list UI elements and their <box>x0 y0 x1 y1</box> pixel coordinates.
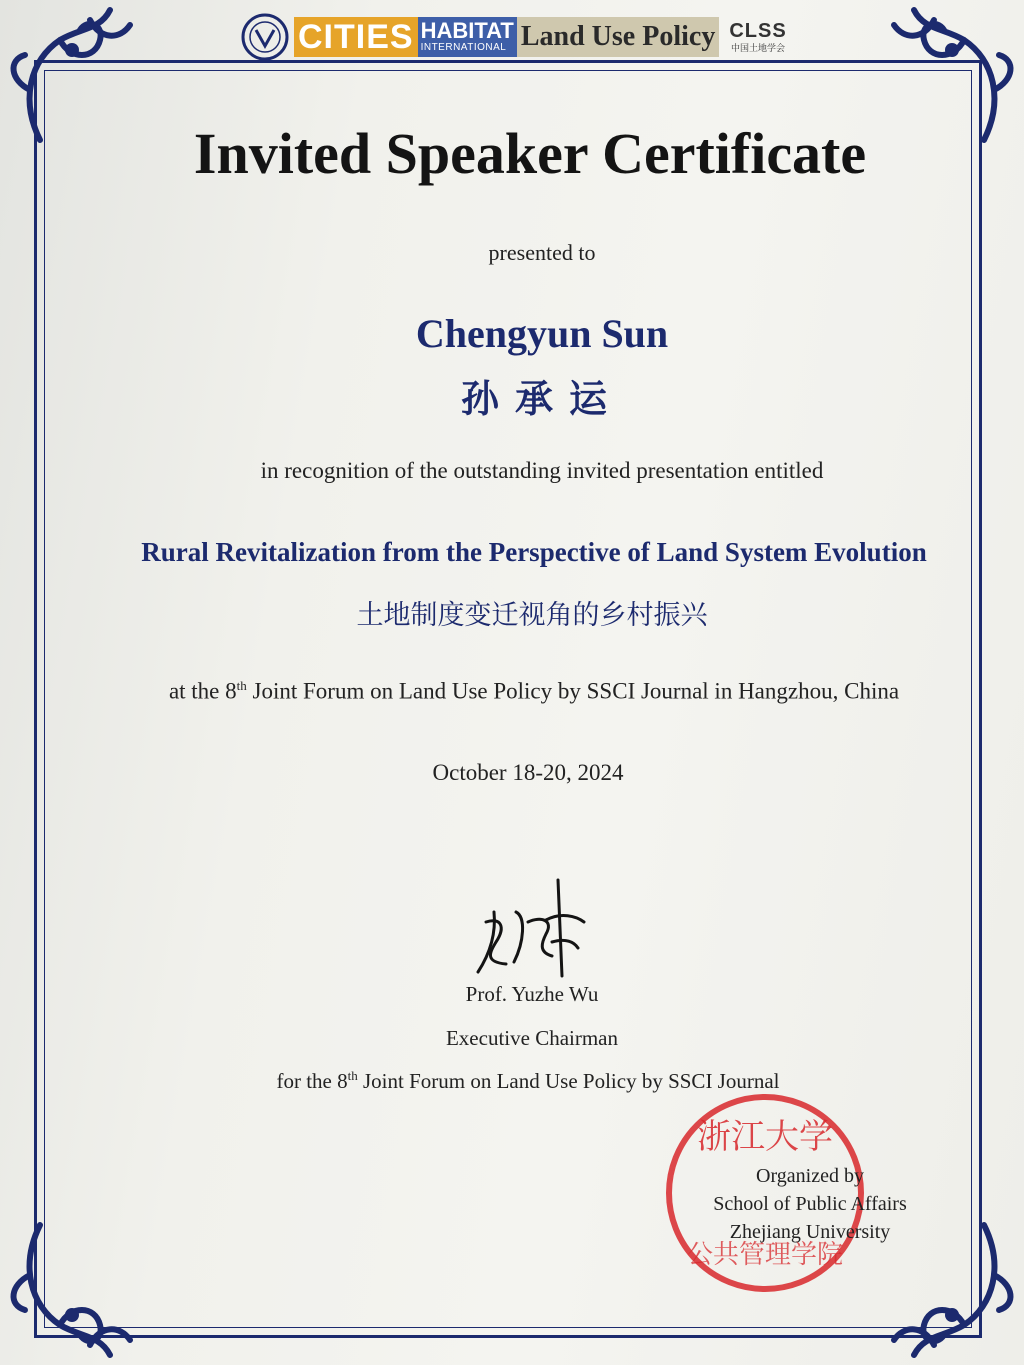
clss-logo-bottom: 中国土地学会 <box>730 43 785 53</box>
clss-logo-top: CLSS <box>729 20 787 42</box>
organizer-block <box>660 1162 960 1246</box>
presented-to-label: presented to <box>488 240 596 265</box>
recipient-name-english: Chengyun Sun <box>415 311 669 356</box>
signer-forum-suffix: Joint Forum on Land Use Policy by SSCI Journal <box>357 1069 780 1093</box>
zhejiang-university-logo <box>240 12 290 62</box>
habitat-logo-top: HABITAT <box>420 18 514 43</box>
signer-role: Executive Chairman <box>445 1026 619 1050</box>
recognition-text: in recognition of the outstanding invited presentation entitled <box>260 458 824 483</box>
habitat-logo-bottom: INTERNATIONAL <box>420 42 507 53</box>
organizer-line-1: Organized by <box>756 1165 864 1187</box>
forum-suffix: Joint Forum on Land Use Policy by SSCI Journal in Hangzhou, China <box>246 678 900 704</box>
habitat-international-logo <box>418 17 517 57</box>
land-use-policy-logo: Land Use Policy <box>517 17 719 57</box>
signer-forum-line <box>16 1068 1024 1094</box>
organizer-line-2: School of Public Affairs <box>713 1193 907 1215</box>
sponsor-logos <box>240 12 787 62</box>
recipient-name-chinese: 孙承运 <box>460 377 623 421</box>
clss-logo <box>729 20 786 54</box>
forum-line <box>22 678 1024 705</box>
seal-text-top: 浙江大学 <box>697 1117 833 1157</box>
forum-ordinal-suffix: th <box>236 678 247 693</box>
event-date: October 18-20, 2024 <box>432 760 624 785</box>
signer-forum-prefix: for the 8 <box>276 1069 348 1093</box>
ornament-bottom-left <box>0 1215 150 1365</box>
certificate-title: Invited Speaker Certificate <box>193 121 867 186</box>
signer-forum-ordinal-suffix: th <box>347 1068 358 1083</box>
presentation-title-english: Rural Revitalization from the Perspective of Land System Evolution <box>141 537 927 567</box>
cities-journal-logo: CITIES <box>294 17 418 57</box>
svg-text:公共管理学院: 公共管理学院 <box>686 1240 844 1270</box>
handwritten-signature <box>466 872 596 982</box>
organizer-line-3: Zhejiang University <box>729 1221 891 1243</box>
signer-name: Prof. Yuzhe Wu <box>465 982 599 1006</box>
presentation-title-chinese: 土地制度变迁视角的乡村振兴 <box>356 600 708 631</box>
forum-prefix: at the 8 <box>168 678 237 704</box>
